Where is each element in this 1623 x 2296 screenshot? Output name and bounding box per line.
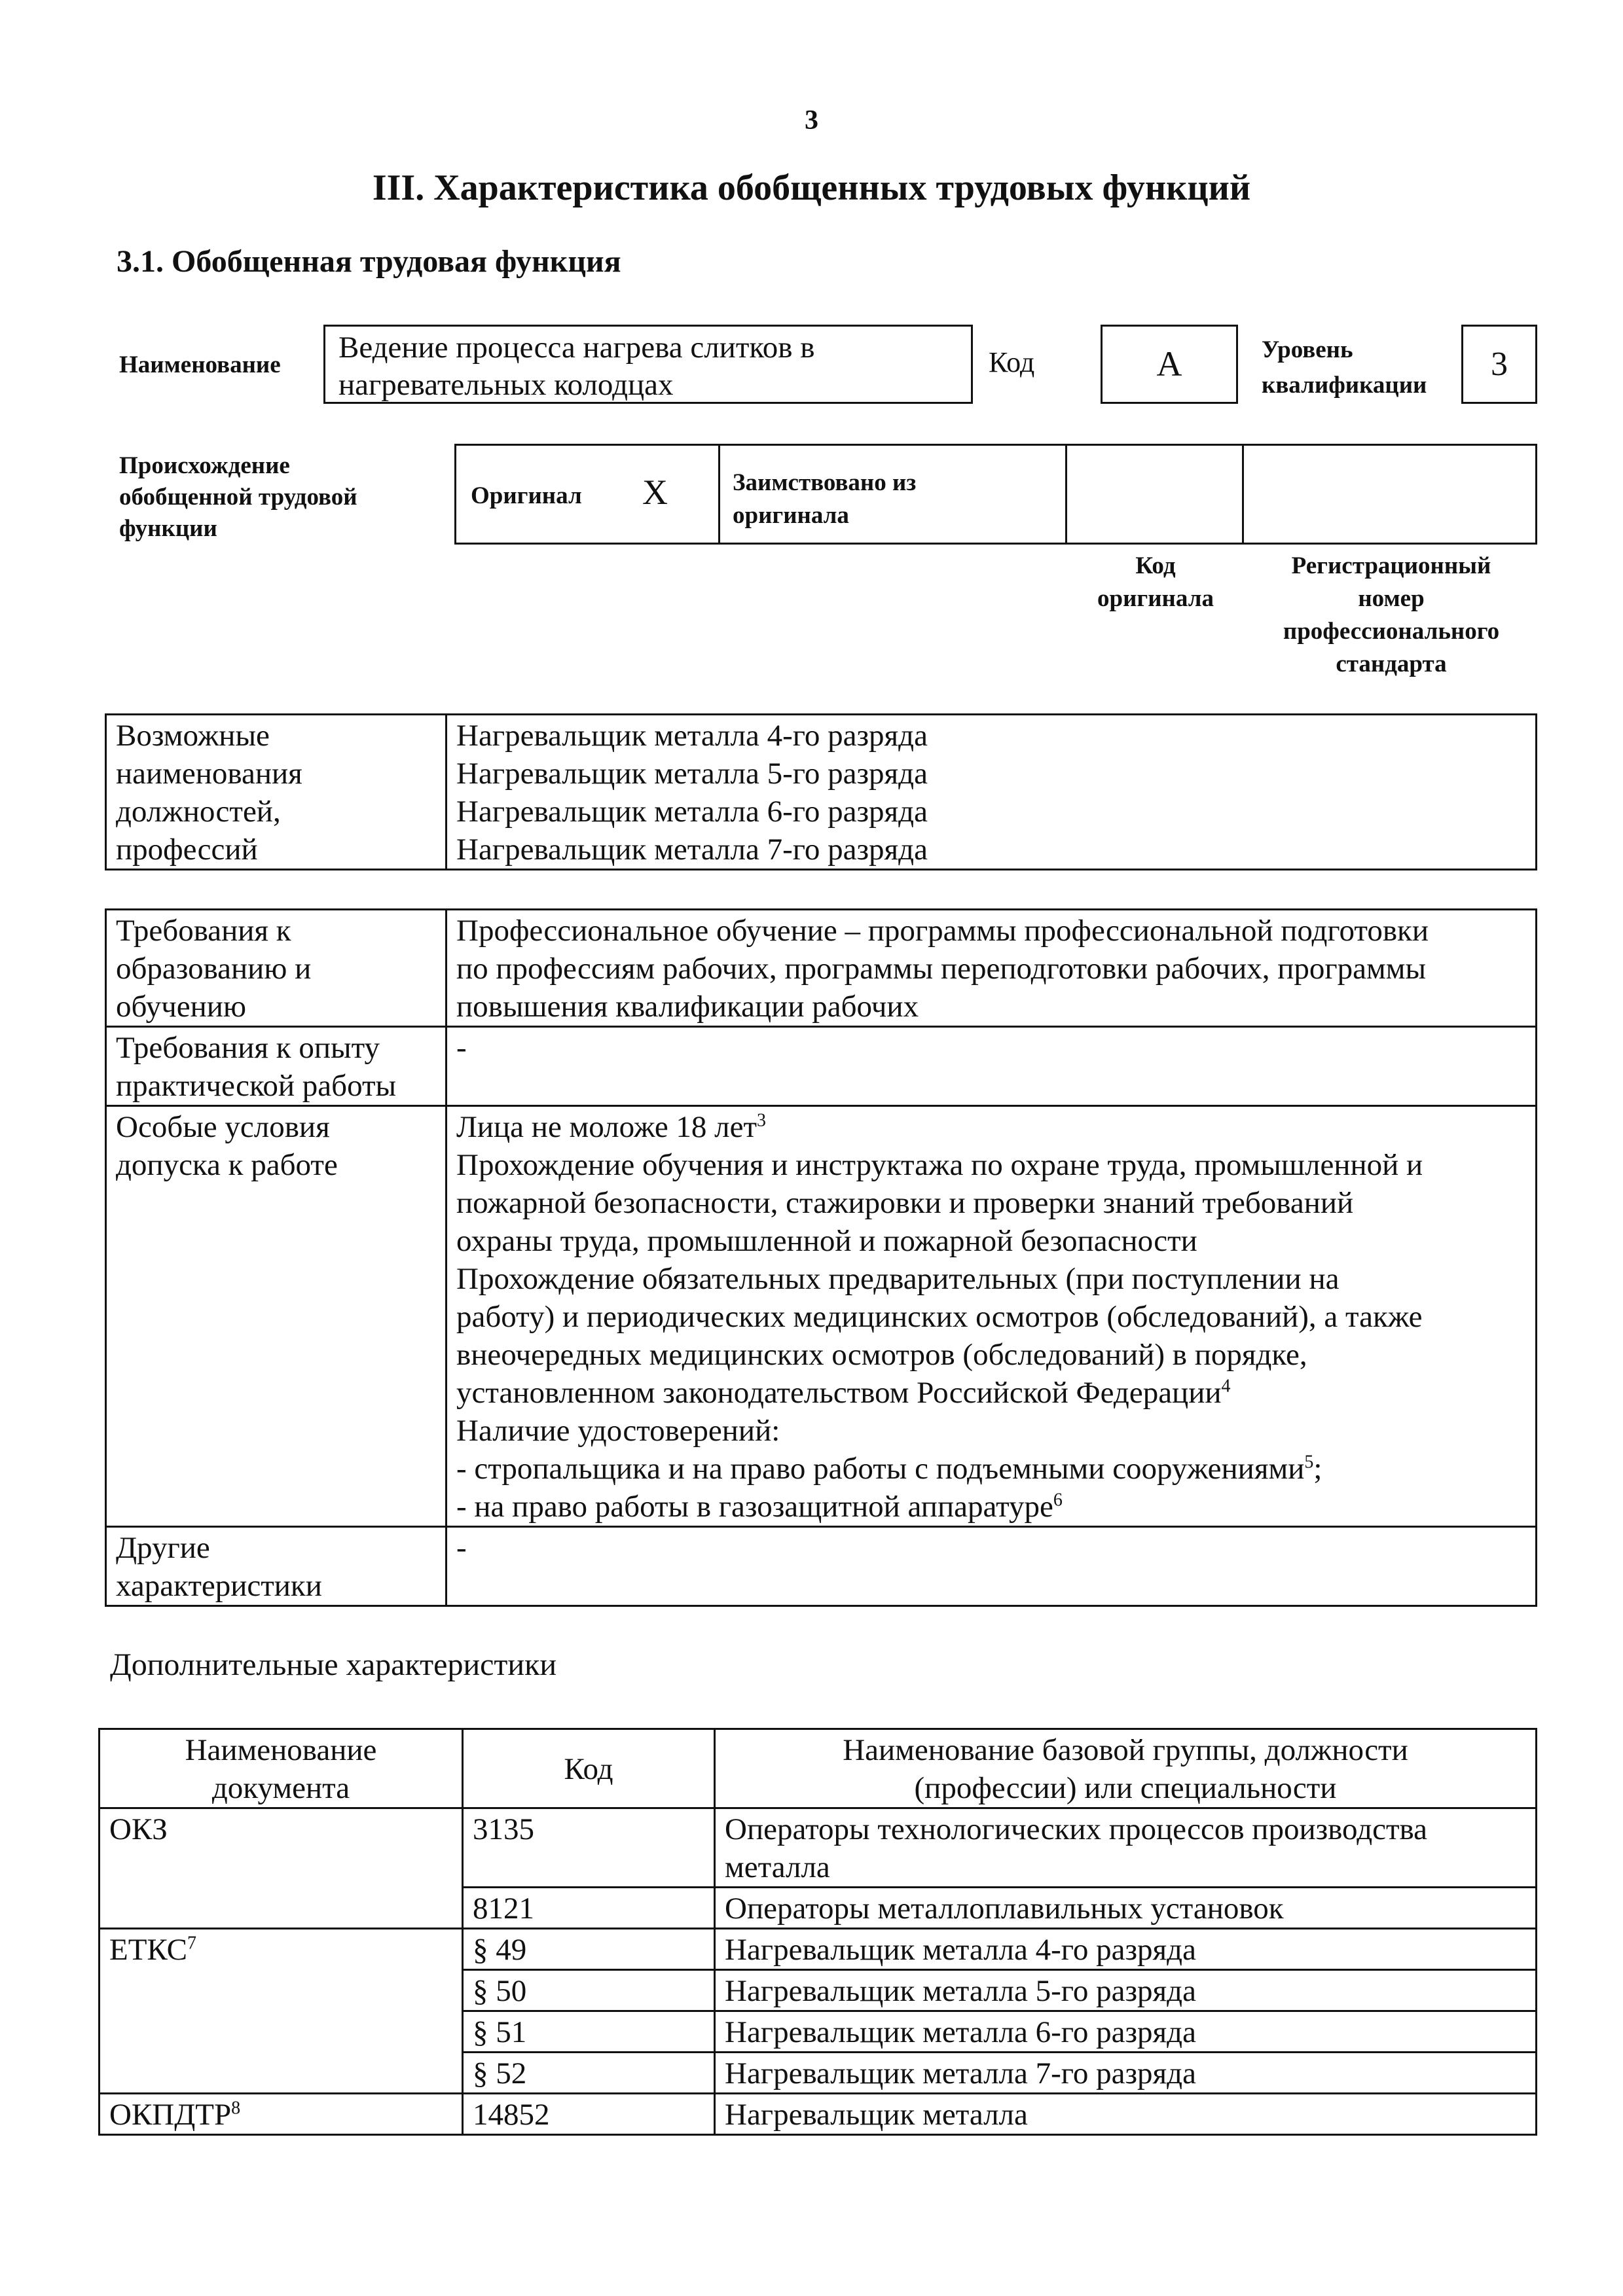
header-doc-cell xyxy=(100,1729,463,1808)
positions-table xyxy=(105,713,1537,870)
caption-reg-line2: номер xyxy=(1358,585,1425,612)
header-name-line: (профессии) или специальности xyxy=(914,1771,1337,1805)
conditions-line: Наличие удостоверений: xyxy=(456,1414,780,1448)
education-value-cell xyxy=(447,910,1537,1027)
header-name-line: Наименование базовой группы, должности xyxy=(843,1733,1408,1767)
okpdtr-code-cell: 14852 xyxy=(463,2094,715,2135)
experience-label-cell xyxy=(106,1027,447,1106)
conditions-line: внеочередных медицинских осмотров (обследований) в порядке, xyxy=(456,1338,1307,1372)
origin-label-line1: Происхождение xyxy=(119,452,290,479)
header-doc-line: Наименование xyxy=(185,1733,377,1767)
experience-label-line: практической работы xyxy=(116,1069,397,1103)
positions-label-cell xyxy=(106,715,447,870)
header-code-cell: Код xyxy=(463,1729,715,1808)
code-value-box xyxy=(1101,325,1238,404)
footnote-mark: 5 xyxy=(1304,1452,1314,1473)
okz-name-cell xyxy=(715,1808,1537,1888)
subsection-title: 3.1. Обобщенная трудовая функция xyxy=(117,244,621,279)
page-number: 3 xyxy=(805,105,818,135)
level-value-box xyxy=(1461,325,1537,404)
experience-value-cell: - xyxy=(447,1027,1537,1106)
positions-label-line: Возможные xyxy=(116,719,270,753)
conditions-line: Прохождение обучения и инструктажа по охране труда, промышленной и xyxy=(456,1148,1423,1182)
other-value-cell: - xyxy=(447,1527,1537,1606)
conditions-line: - на право работы в газозащитной аппаратуре$^6$ xyxy=(456,1490,1063,1524)
original-mark: X xyxy=(642,473,668,512)
conditions-label-line: Особые условия xyxy=(116,1110,330,1144)
position-item: Нагревальщик металла 5-го разряда xyxy=(456,757,928,791)
position-item: Нагревальщик металла 4-го разряда xyxy=(456,719,928,753)
etks-code-cell: § 49 xyxy=(463,1929,715,1970)
footnote-mark: 4 xyxy=(1221,1376,1231,1397)
okpdtr-label-cell: ОКПДТР$^8$ xyxy=(100,2094,463,2135)
caption-reg-line3: профессионального xyxy=(1283,618,1500,645)
borrowed-line2: оригинала xyxy=(733,502,849,529)
position-item: Нагревальщик металла 6-го разряда xyxy=(456,795,928,829)
okz-name-line: Операторы технологических процессов производства xyxy=(725,1812,1427,1846)
positions-label-line: должностей, xyxy=(116,795,281,829)
okz-code-cell: 3135 xyxy=(463,1808,715,1888)
conditions-value-cell xyxy=(447,1106,1537,1527)
original-label: Оригинал xyxy=(471,482,582,509)
etks-code-cell: § 50 xyxy=(463,1970,715,2011)
caption-reg-line1: Регистрационный xyxy=(1291,552,1491,579)
position-item: Нагревальщик металла 7-го разряда xyxy=(456,833,928,867)
other-label-line: характеристики xyxy=(116,1569,322,1603)
conditions-line: Прохождение обязательных предварительных (при поступлении на xyxy=(456,1262,1340,1296)
name-value-box xyxy=(323,325,973,404)
okz-code-cell: 8121 xyxy=(463,1888,715,1929)
etks-name-cell: Нагревальщик металла 4-го разряда xyxy=(715,1929,1537,1970)
positions-label-line: профессий xyxy=(116,833,258,867)
okz-name-cell: Операторы металлоплавильных установок xyxy=(715,1888,1537,1929)
education-label-line: обучению xyxy=(116,990,247,1024)
footnote-mark: 8 xyxy=(231,2098,241,2119)
education-value-line: повышения квалификации рабочих xyxy=(456,990,919,1024)
origin-label-line3: функции xyxy=(119,515,217,542)
additional-table xyxy=(98,1728,1537,2136)
code-value: А xyxy=(1156,344,1182,384)
borrowed-line1: Заимствовано из xyxy=(733,469,917,496)
conditions-label-line: допуска к работе xyxy=(116,1148,338,1182)
level-value: 3 xyxy=(1491,346,1508,383)
conditions-line: пожарной безопасности, стажировки и проверки знаний требований xyxy=(456,1186,1354,1220)
level-label-line2: квалификации xyxy=(1262,372,1427,399)
positions-label-line: наименования xyxy=(116,757,302,791)
origin-box xyxy=(454,444,1537,545)
name-value-line2: нагревательных колодцах xyxy=(338,368,674,403)
conditions-line: охраны труда, промышленной и пожарной безопасности xyxy=(456,1224,1197,1258)
conditions-line: - стропальщика и на право работы с подъемными сооружениями$^5$; xyxy=(456,1452,1322,1486)
level-label-line1: Уровень xyxy=(1262,336,1353,363)
okpdtr-name-cell: Нагревальщик металла xyxy=(715,2094,1537,2135)
section-title: III. Характеристика обобщенных трудовых функций xyxy=(372,168,1251,208)
additional-title: Дополнительные характеристики xyxy=(110,1647,557,1682)
conditions-label-cell xyxy=(106,1106,447,1527)
conditions-line: Лица не моложе 18 лет$^3$ xyxy=(456,1110,767,1144)
code-label: Код xyxy=(989,346,1035,378)
conditions-line: работу) и периодических медицинских осмотров (обследований), а также xyxy=(456,1300,1423,1334)
footnote-mark: 7 xyxy=(187,1933,196,1954)
footnote-mark: 6 xyxy=(1053,1490,1063,1511)
education-value-line: Профессиональное обучение – программы профессиональной подготовки xyxy=(456,914,1429,948)
etks-label-cell: ЕТКС$^7$ xyxy=(100,1929,463,2094)
other-label-line: Другие xyxy=(116,1531,210,1565)
okz-name-line: металла xyxy=(725,1850,830,1884)
caption-reg-line4: стандарта xyxy=(1336,651,1447,677)
education-value-line: по профессиям рабочих, программы переподготовки рабочих, программы xyxy=(456,952,1427,986)
other-label-cell xyxy=(106,1527,447,1606)
education-label-cell xyxy=(106,910,447,1027)
experience-label-line: Требования к опыту xyxy=(116,1031,380,1065)
origin-label-line2: обобщенной трудовой xyxy=(119,484,357,511)
etks-name-cell: Нагревальщик металла 6-го разряда xyxy=(715,2011,1537,2053)
name-value-line1: Ведение процесса нагрева слитков в xyxy=(338,331,815,365)
education-label-line: Требования к xyxy=(116,914,291,948)
etks-name-cell: Нагревальщик металла 7-го разряда xyxy=(715,2053,1537,2094)
positions-values-cell xyxy=(447,715,1537,870)
footnote-mark: 3 xyxy=(757,1110,767,1131)
caption-code-line2: оригинала xyxy=(1097,585,1214,612)
etks-name-cell: Нагревальщик металла 5-го разряда xyxy=(715,1970,1537,2011)
requirements-table xyxy=(105,908,1537,1607)
header-name-cell xyxy=(715,1729,1537,1808)
caption-code-line1: Код xyxy=(1135,552,1176,579)
okz-label-cell: ОКЗ xyxy=(100,1808,463,1929)
etks-code-cell: § 52 xyxy=(463,2053,715,2094)
conditions-line: установленном законодательством Российской Федерации$^4$ xyxy=(456,1376,1231,1410)
etks-code-cell: § 51 xyxy=(463,2011,715,2053)
education-label-line: образованию и xyxy=(116,952,312,986)
header-doc-line: документа xyxy=(211,1771,350,1805)
name-label: Наименование xyxy=(119,351,281,378)
